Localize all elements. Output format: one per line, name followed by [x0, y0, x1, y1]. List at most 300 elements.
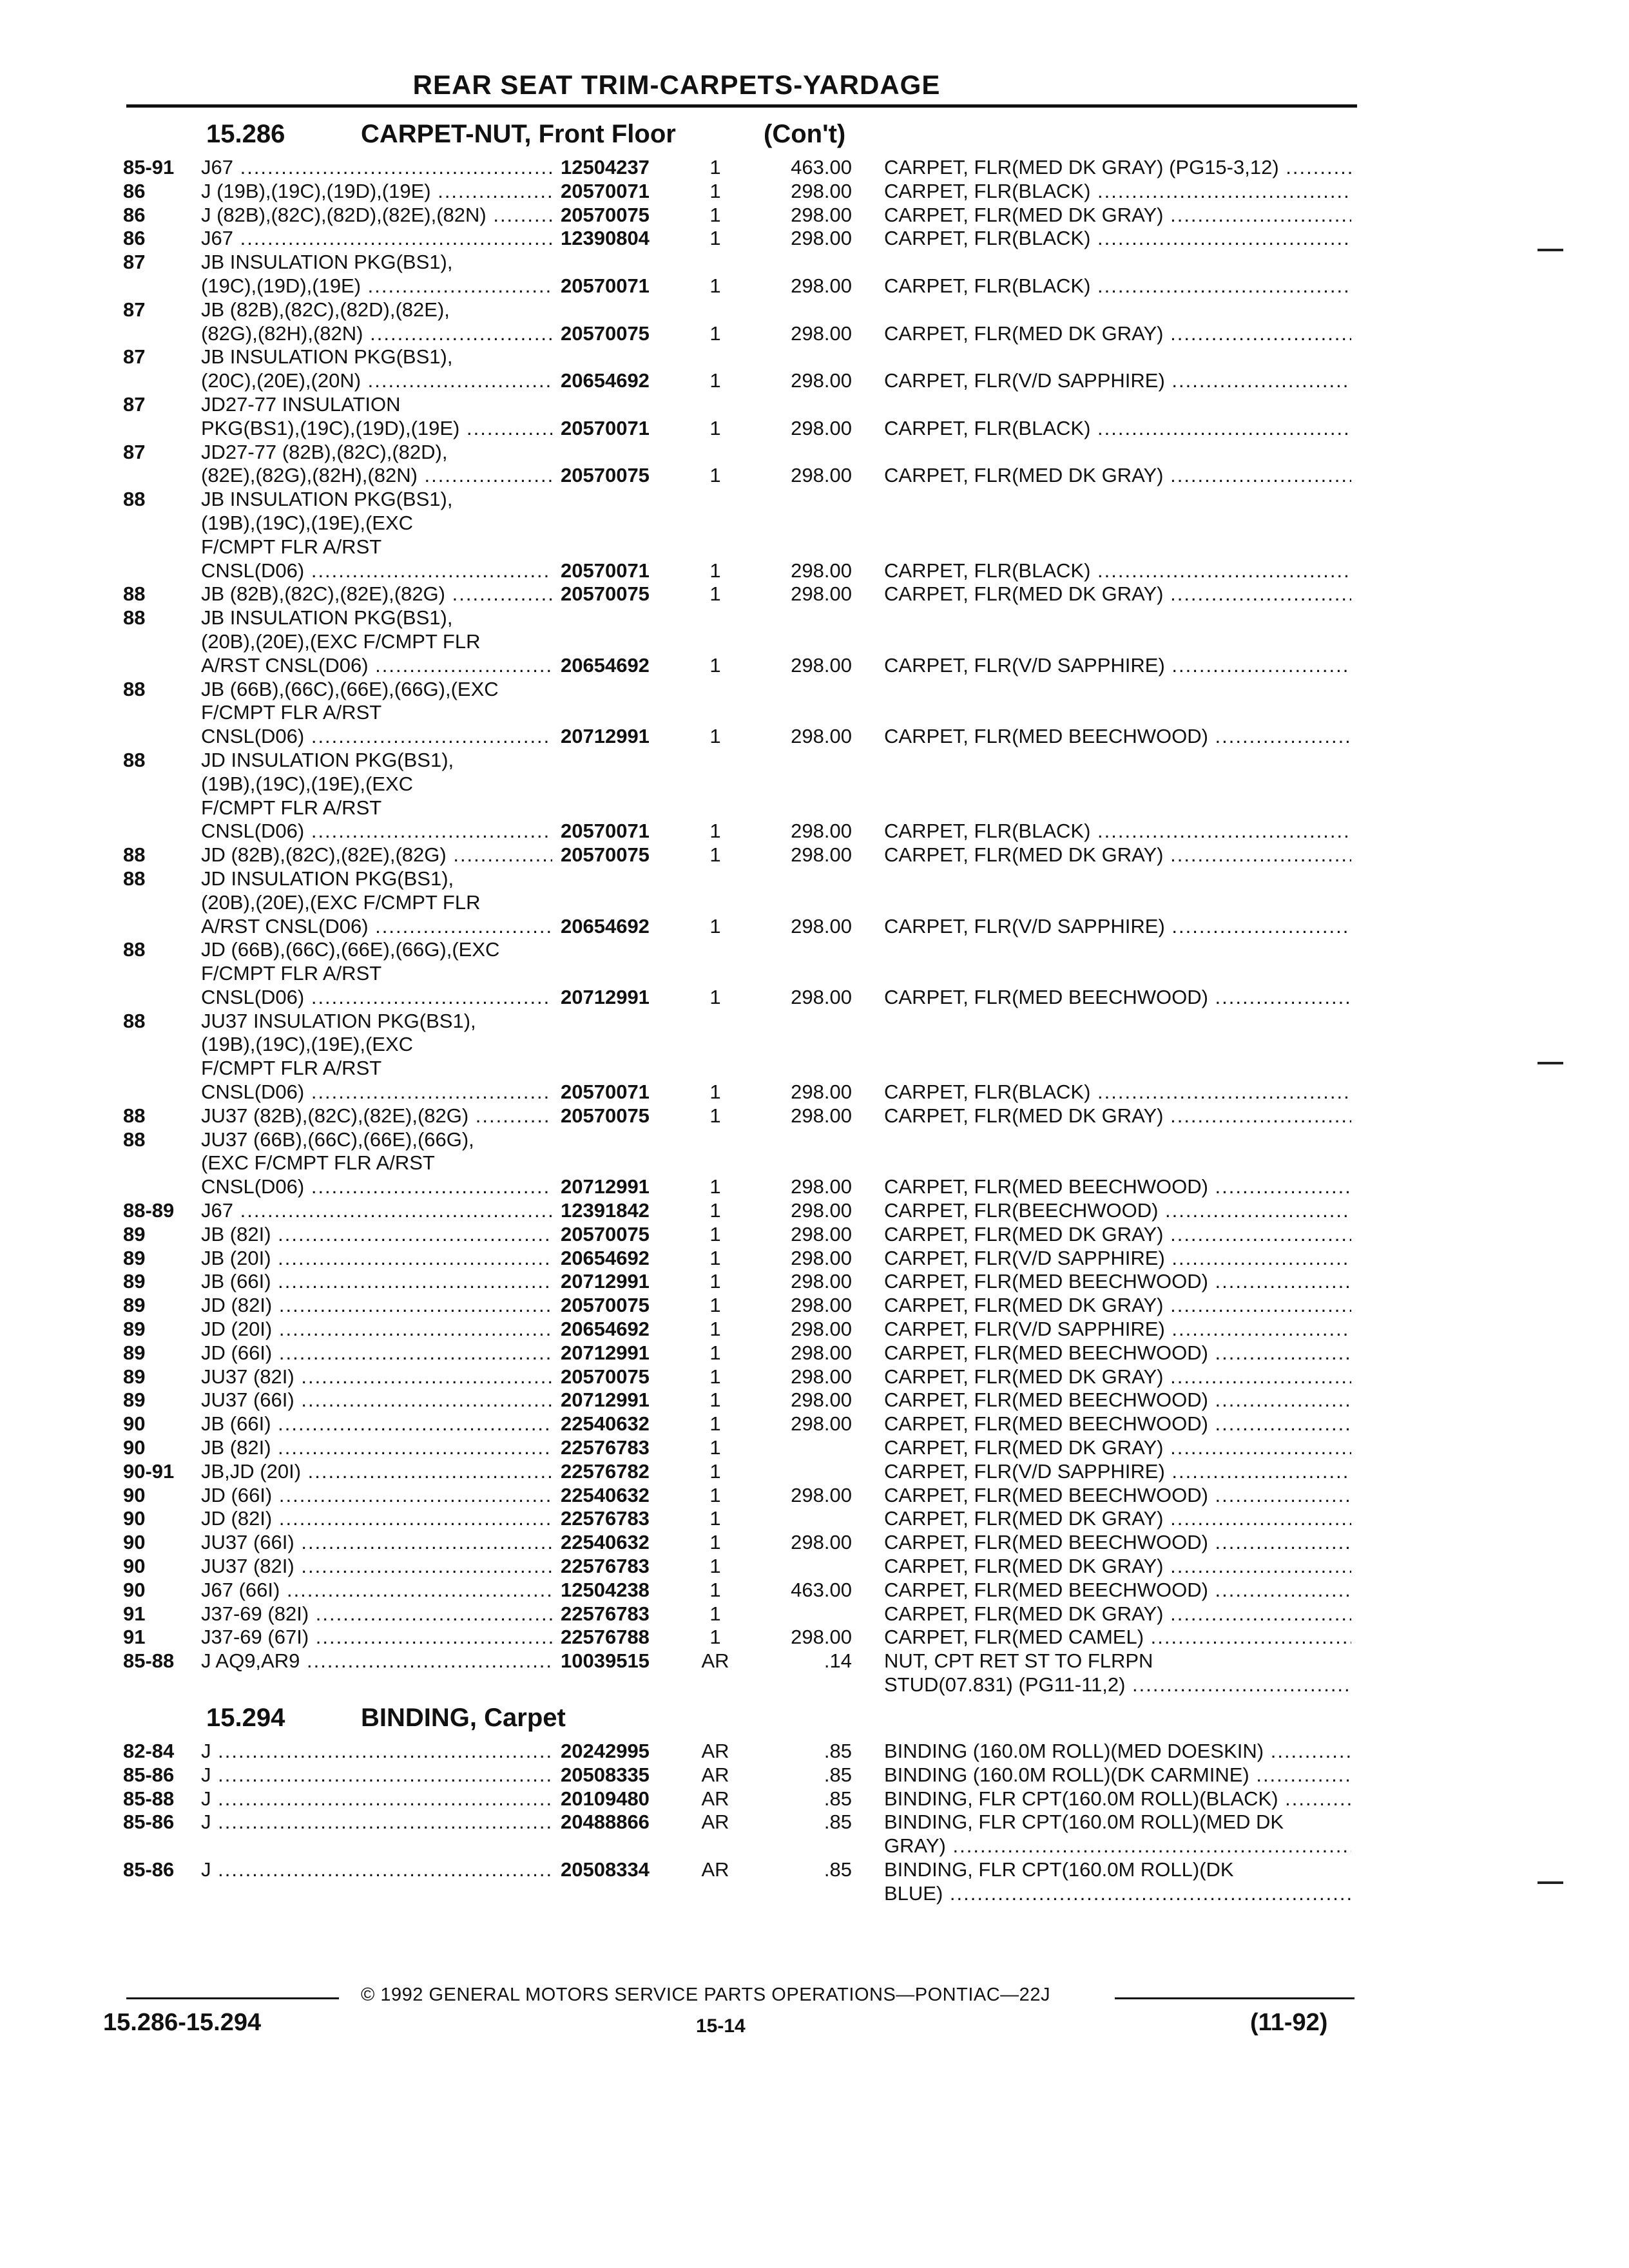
parts-row	[0, 1389, 1629, 1412]
price: 298.00	[791, 843, 852, 867]
quantity: 1	[709, 1507, 721, 1530]
quantity: 1	[709, 1318, 721, 1341]
part-number: 22576783	[561, 1507, 650, 1530]
usage-description: CNSL(D06) .....	[201, 1081, 552, 1104]
model-years: 87	[123, 440, 146, 463]
row-line	[0, 1787, 1629, 1811]
row-line	[0, 630, 1629, 654]
parts-row	[0, 1412, 1629, 1436]
model-years: 87	[123, 251, 146, 274]
price: 298.00	[791, 274, 852, 297]
model-years: 85-86	[123, 1811, 175, 1834]
price: 298.00	[791, 1626, 852, 1649]
row-line	[0, 1294, 1629, 1318]
row-line	[0, 773, 1629, 796]
quantity: 1	[709, 725, 721, 748]
usage-description: JB (66I) .....	[201, 1412, 552, 1436]
row-line	[0, 393, 1629, 417]
model-years: 88	[123, 1128, 146, 1151]
usage-description: JD27-77 (82B),(82C),(82D),	[201, 440, 448, 463]
row-line	[0, 725, 1629, 749]
usage-description: JB INSULATION PKG(BS1),	[201, 345, 453, 369]
price: 298.00	[791, 1341, 852, 1364]
usage-description: JB INSULATION PKG(BS1),	[201, 488, 453, 511]
model-years: 90-91	[123, 1459, 175, 1483]
row-line	[0, 1104, 1629, 1128]
section-title: BINDING, Carpet	[361, 1704, 566, 1732]
usage-description: J67 .....	[201, 156, 552, 180]
part-number: 20570075	[561, 203, 650, 226]
part-description: BLUE) .....	[884, 1882, 1351, 1906]
quantity: 1	[709, 156, 721, 178]
usage-description: JD (66I) .....	[201, 1341, 552, 1365]
row-line	[0, 204, 1629, 227]
usage-description: CNSL(D06) .....	[201, 820, 552, 843]
row-line	[0, 915, 1629, 939]
part-number: 20570075	[561, 1104, 650, 1127]
model-years: 88	[123, 1009, 146, 1032]
parts-row	[0, 1270, 1629, 1294]
usage-description: (82G),(82H),(82N) .....	[201, 322, 552, 346]
usage-description: JB INSULATION PKG(BS1),	[201, 251, 453, 274]
parts-row	[0, 345, 1629, 393]
usage-description: F/CMPT FLR A/RST	[201, 1057, 382, 1080]
part-number: 12390804	[561, 227, 650, 250]
row-line	[0, 1626, 1629, 1649]
part-description: CARPET, FLR(MED DK GRAY) .....	[884, 1507, 1351, 1531]
row-line	[0, 1673, 1629, 1697]
part-number: 22576783	[561, 1555, 650, 1578]
usage-description: JD (82B),(82C),(82E),(82G) .....	[201, 843, 552, 867]
price: 298.00	[791, 1081, 852, 1104]
usage-description: JB (82I) .....	[201, 1436, 552, 1460]
usage-description: JD (66I) .....	[201, 1484, 552, 1508]
model-years: 88	[123, 606, 146, 629]
model-years: 90	[123, 1531, 146, 1554]
part-number: 22540632	[561, 1483, 650, 1506]
model-years: 91	[123, 1602, 146, 1625]
price: 298.00	[791, 582, 852, 606]
row-line	[0, 867, 1629, 891]
part-description: STUD(07.831) (PG11-11,2) .....	[884, 1673, 1351, 1697]
usage-description: J (19B),(19C),(19D),(19E) .....	[201, 180, 552, 204]
row-line	[0, 1081, 1629, 1104]
quantity: AR	[701, 1787, 729, 1810]
parts-row	[0, 1858, 1629, 1906]
model-years: 88	[123, 867, 146, 890]
parts-row	[0, 251, 1629, 298]
part-description: CARPET, FLR(MED BEECHWOOD) .....	[884, 1484, 1351, 1508]
usage-description: JD (20I) .....	[201, 1318, 552, 1341]
quantity: 1	[709, 1341, 721, 1364]
part-number: 22540632	[561, 1412, 650, 1436]
parts-row	[0, 1294, 1629, 1318]
footer-section-range: 15.286-15.294	[103, 2009, 262, 2036]
part-description: CARPET, FLR(MED CAMEL) .....	[884, 1626, 1351, 1649]
row-line	[0, 1151, 1629, 1175]
row-line	[0, 488, 1629, 512]
part-description: BINDING (160.0M ROLL)(MED DOESKIN) .....	[884, 1740, 1351, 1763]
quantity: 1	[709, 1578, 721, 1601]
row-line	[0, 1579, 1629, 1602]
row-line	[0, 1389, 1629, 1412]
part-description: CARPET, FLR(MED DK GRAY) .....	[884, 204, 1351, 227]
price: .85	[824, 1787, 852, 1810]
quantity: 1	[709, 203, 721, 226]
model-years: 90	[123, 1578, 146, 1601]
row-line	[0, 1223, 1629, 1247]
parts-row	[0, 1811, 1629, 1858]
parts-row	[0, 1010, 1629, 1104]
price: 298.00	[791, 725, 852, 748]
row-line	[0, 298, 1629, 322]
usage-description: (19B),(19C),(19E),(EXC	[201, 1033, 414, 1056]
price: 298.00	[791, 653, 852, 677]
parts-row	[0, 1199, 1629, 1223]
parts-row	[0, 1128, 1629, 1199]
part-number: 20570075	[561, 582, 650, 606]
usage-description: JB (66I) .....	[201, 1270, 552, 1294]
model-years: 90	[123, 1412, 146, 1436]
usage-description: A/RST CNSL(D06) .....	[201, 654, 552, 678]
price: 298.00	[791, 1531, 852, 1554]
catalog-section	[0, 115, 1629, 1697]
model-years: 89	[123, 1341, 146, 1364]
quantity: 1	[709, 582, 721, 606]
row-line	[0, 1834, 1629, 1858]
part-number: 20654692	[561, 369, 650, 392]
margin-mark	[1537, 1881, 1563, 1884]
row-line	[0, 1507, 1629, 1531]
usage-description: J .....	[201, 1858, 552, 1882]
price: 298.00	[791, 179, 852, 202]
part-number: 20712991	[561, 725, 650, 748]
row-line	[0, 156, 1629, 180]
quantity: AR	[701, 1858, 729, 1881]
part-description: CARPET, FLR(MED BEECHWOOD) .....	[884, 1341, 1351, 1365]
part-description: CARPET, FLR(V/D SAPPHIRE) .....	[884, 915, 1351, 939]
footer-page-number: 15-14	[696, 2015, 746, 2037]
quantity: AR	[701, 1649, 729, 1673]
quantity: 1	[709, 464, 721, 487]
quantity: 1	[709, 1175, 721, 1198]
usage-description: JD INSULATION PKG(BS1),	[201, 748, 454, 771]
part-description: CARPET, FLR(V/D SAPPHIRE) .....	[884, 654, 1351, 678]
price: .85	[824, 1763, 852, 1786]
part-number: 20570075	[561, 464, 650, 487]
row-line	[0, 1882, 1629, 1906]
row-line	[0, 1811, 1629, 1834]
row-line	[0, 606, 1629, 630]
row-line	[0, 820, 1629, 843]
part-number: 22576783	[561, 1602, 650, 1625]
header-rule	[126, 104, 1357, 108]
part-description: CARPET, FLR(MED BEECHWOOD) .....	[884, 1270, 1351, 1294]
usage-description: JU37 (66I) .....	[201, 1531, 552, 1555]
parts-row	[0, 204, 1629, 227]
quantity: 1	[709, 1602, 721, 1625]
quantity: 1	[709, 1270, 721, 1293]
price: .85	[824, 1740, 852, 1762]
part-description: CARPET, FLR(MED DK GRAY) .....	[884, 322, 1351, 346]
row-line	[0, 678, 1629, 702]
part-number: 10039515	[561, 1649, 650, 1673]
model-years: 89	[123, 1270, 146, 1293]
usage-description: JD (82I) .....	[201, 1294, 552, 1318]
usage-description: (20C),(20E),(20N) .....	[201, 369, 552, 393]
row-line	[0, 322, 1629, 346]
usage-description: (EXC F/CMPT FLR A/RST	[201, 1151, 435, 1175]
price: 463.00	[791, 156, 852, 178]
usage-description: JD INSULATION PKG(BS1),	[201, 867, 454, 890]
row-line	[0, 512, 1629, 535]
part-description: CARPET, FLR(V/D SAPPHIRE) .....	[884, 1460, 1351, 1484]
model-years: 87	[123, 298, 146, 321]
row-line	[0, 843, 1629, 867]
price: 298.00	[791, 1175, 852, 1198]
usage-description: JB,JD (20I) .....	[201, 1460, 552, 1484]
model-years: 85-86	[123, 1858, 175, 1881]
usage-description: JD (82I) .....	[201, 1507, 552, 1531]
quantity: 1	[709, 843, 721, 867]
part-number: 20488866	[561, 1811, 650, 1834]
margin-mark	[1537, 249, 1563, 251]
row-line	[0, 345, 1629, 369]
price: 298.00	[791, 203, 852, 226]
parts-row	[0, 867, 1629, 938]
part-description: CARPET, FLR(MED DK GRAY) .....	[884, 1294, 1351, 1318]
quantity: 1	[709, 1436, 721, 1459]
price: 298.00	[791, 1294, 852, 1317]
part-description: CARPET, FLR(MED DK GRAY) .....	[884, 1555, 1351, 1579]
quantity: 1	[709, 559, 721, 582]
model-years: 91	[123, 1626, 146, 1649]
part-number: 20654692	[561, 914, 650, 937]
row-line	[0, 986, 1629, 1010]
price: 298.00	[791, 322, 852, 345]
part-description: CARPET, FLR(V/D SAPPHIRE) .....	[884, 1247, 1351, 1271]
quantity: 1	[709, 1199, 721, 1222]
part-number: 20570075	[561, 1294, 650, 1317]
model-years: 87	[123, 392, 146, 416]
row-line	[0, 464, 1629, 488]
row-line	[0, 1763, 1629, 1787]
footer-date: (11-92)	[1250, 2009, 1328, 2036]
row-line	[0, 441, 1629, 465]
usage-description: CNSL(D06) .....	[201, 1175, 552, 1199]
part-description: BINDING, FLR CPT(160.0M ROLL)(BLACK) .....	[884, 1787, 1351, 1811]
row-line	[0, 227, 1629, 251]
part-description: CARPET, FLR(V/D SAPPHIRE) .....	[884, 369, 1351, 393]
parts-row	[0, 582, 1629, 606]
part-number: 20712991	[561, 1389, 650, 1412]
quantity: AR	[701, 1740, 729, 1762]
row-line	[0, 1412, 1629, 1436]
part-description: CARPET, FLR(BLACK) .....	[884, 180, 1351, 204]
usage-description: A/RST CNSL(D06) .....	[201, 915, 552, 939]
usage-description: J .....	[201, 1740, 552, 1763]
quantity: AR	[701, 1763, 729, 1786]
usage-description: (19B),(19C),(19E),(EXC	[201, 772, 414, 795]
row-line	[0, 559, 1629, 583]
price: 298.00	[791, 464, 852, 487]
parts-row	[0, 441, 1629, 488]
parts-row	[0, 1763, 1629, 1787]
parts-row	[0, 1341, 1629, 1365]
parts-row	[0, 1649, 1629, 1697]
part-number: 20712991	[561, 985, 650, 1008]
price: 298.00	[791, 1389, 852, 1412]
price: 298.00	[791, 1199, 852, 1222]
usage-description: J AQ9,AR9 .....	[201, 1649, 552, 1673]
model-years: 90	[123, 1483, 146, 1506]
usage-description: JB (20I) .....	[201, 1247, 552, 1271]
part-number: 20508334	[561, 1858, 650, 1881]
price: 298.00	[791, 1318, 852, 1341]
row-line	[0, 1270, 1629, 1294]
model-years: 90	[123, 1436, 146, 1459]
model-years: 88	[123, 843, 146, 867]
quantity: 1	[709, 369, 721, 392]
section-header	[0, 115, 1629, 156]
model-years: 87	[123, 345, 146, 369]
quantity: 1	[709, 1365, 721, 1388]
model-years: 85-86	[123, 1763, 175, 1786]
row-line	[0, 1033, 1629, 1057]
usage-description: J .....	[201, 1763, 552, 1787]
usage-description: F/CMPT FLR A/RST	[201, 701, 382, 724]
page-title: REAR SEAT TRIM-CARPETS-YARDAGE	[412, 70, 941, 100]
quantity: 1	[709, 1222, 721, 1245]
usage-description: (19C),(19D),(19E) .....	[201, 274, 552, 298]
quantity: 1	[709, 1081, 721, 1104]
catalog-section	[0, 1698, 1629, 1906]
part-number: 20508335	[561, 1763, 650, 1786]
model-years: 88	[123, 488, 146, 511]
row-line	[0, 1057, 1629, 1081]
part-description: CARPET, FLR(MED DK GRAY) .....	[884, 582, 1351, 606]
parts-row	[0, 1555, 1629, 1579]
model-years: 88	[123, 677, 146, 700]
row-line	[0, 180, 1629, 204]
row-line	[0, 1740, 1629, 1763]
quantity: 1	[709, 227, 721, 250]
quantity: AR	[701, 1811, 729, 1834]
part-description: NUT, CPT RET ST TO FLRPN	[884, 1649, 1153, 1673]
parts-row	[0, 1460, 1629, 1484]
parts-row	[0, 1484, 1629, 1508]
usage-description: CNSL(D06) .....	[201, 986, 552, 1010]
part-number: 20109480	[561, 1787, 650, 1810]
part-number: 20712991	[561, 1175, 650, 1198]
footer-copyright: © 1992 GENERAL MOTORS SERVICE PARTS OPERATIONS—PONTIAC—22J	[361, 1984, 1050, 2005]
quantity: 1	[709, 322, 721, 345]
parts-row	[0, 156, 1629, 180]
row-line	[0, 1175, 1629, 1199]
model-years: 89	[123, 1318, 146, 1341]
row-line	[0, 1555, 1629, 1579]
row-line	[0, 1649, 1629, 1673]
part-description: CARPET, FLR(BLACK) .....	[884, 417, 1351, 441]
parts-row	[0, 1579, 1629, 1602]
usage-description: J (82B),(82C),(82D),(82E),(82N) .....	[201, 204, 552, 227]
row-line	[0, 654, 1629, 678]
usage-description: J37-69 (82I) .....	[201, 1602, 552, 1626]
usage-description: (20B),(20E),(EXC F/CMPT FLR	[201, 629, 481, 653]
row-line	[0, 1318, 1629, 1341]
part-description: CARPET, FLR(MED DK GRAY) .....	[884, 843, 1351, 867]
model-years: 85-91	[123, 156, 175, 178]
parts-row	[0, 1787, 1629, 1811]
section-continued: (Con't)	[764, 120, 846, 148]
part-number: 20570075	[561, 1365, 650, 1388]
price: 298.00	[791, 559, 852, 582]
price: 463.00	[791, 1578, 852, 1601]
row-line	[0, 1460, 1629, 1484]
model-years: 89	[123, 1294, 146, 1317]
price: 298.00	[791, 820, 852, 843]
usage-description: F/CMPT FLR A/RST	[201, 962, 382, 985]
parts-row	[0, 843, 1629, 867]
usage-description: CNSL(D06) .....	[201, 725, 552, 749]
row-line	[0, 535, 1629, 559]
part-number: 12391842	[561, 1199, 650, 1222]
parts-row	[0, 1223, 1629, 1247]
model-years: 88	[123, 748, 146, 771]
part-description: BINDING (160.0M ROLL)(DK CARMINE) .....	[884, 1763, 1351, 1787]
quantity: 1	[709, 985, 721, 1008]
part-number: 20712991	[561, 1341, 650, 1364]
row-line	[0, 1010, 1629, 1033]
row-line	[0, 891, 1629, 915]
row-line	[0, 938, 1629, 962]
part-number: 22576782	[561, 1459, 650, 1483]
model-years: 86	[123, 203, 146, 226]
model-years: 88	[123, 938, 146, 961]
row-line	[0, 1341, 1629, 1365]
row-line	[0, 417, 1629, 441]
row-line	[0, 1247, 1629, 1271]
usage-description: J .....	[201, 1787, 552, 1811]
model-years: 89	[123, 1222, 146, 1245]
part-description: BINDING, FLR CPT(160.0M ROLL)(MED DK	[884, 1811, 1284, 1834]
quantity: 1	[709, 653, 721, 677]
part-number: 12504238	[561, 1578, 650, 1601]
price: 298.00	[791, 1270, 852, 1293]
quantity: 1	[709, 1459, 721, 1483]
part-description: BINDING, FLR CPT(160.0M ROLL)(DK	[884, 1858, 1234, 1881]
usage-description: J37-69 (67I) .....	[201, 1626, 552, 1649]
parts-row	[0, 1365, 1629, 1389]
usage-description: PKG(BS1),(19C),(19D),(19E) .....	[201, 417, 552, 441]
price: 298.00	[791, 416, 852, 439]
part-description: CARPET, FLR(BLACK) .....	[884, 227, 1351, 251]
part-number: 20242995	[561, 1740, 650, 1762]
part-number: 20570071	[561, 1081, 650, 1104]
part-number: 12504237	[561, 156, 650, 178]
parts-row	[0, 1507, 1629, 1531]
model-years: 85-88	[123, 1787, 175, 1810]
part-description: CARPET, FLR(MED DK GRAY) .....	[884, 464, 1351, 488]
price: 298.00	[791, 985, 852, 1008]
quantity: 1	[709, 1389, 721, 1412]
part-description: CARPET, FLR(BLACK) .....	[884, 1081, 1351, 1104]
model-years: 89	[123, 1365, 146, 1388]
usage-description: J67 (66I) .....	[201, 1579, 552, 1602]
price: 298.00	[791, 369, 852, 392]
row-line	[0, 701, 1629, 725]
row-line	[0, 962, 1629, 986]
